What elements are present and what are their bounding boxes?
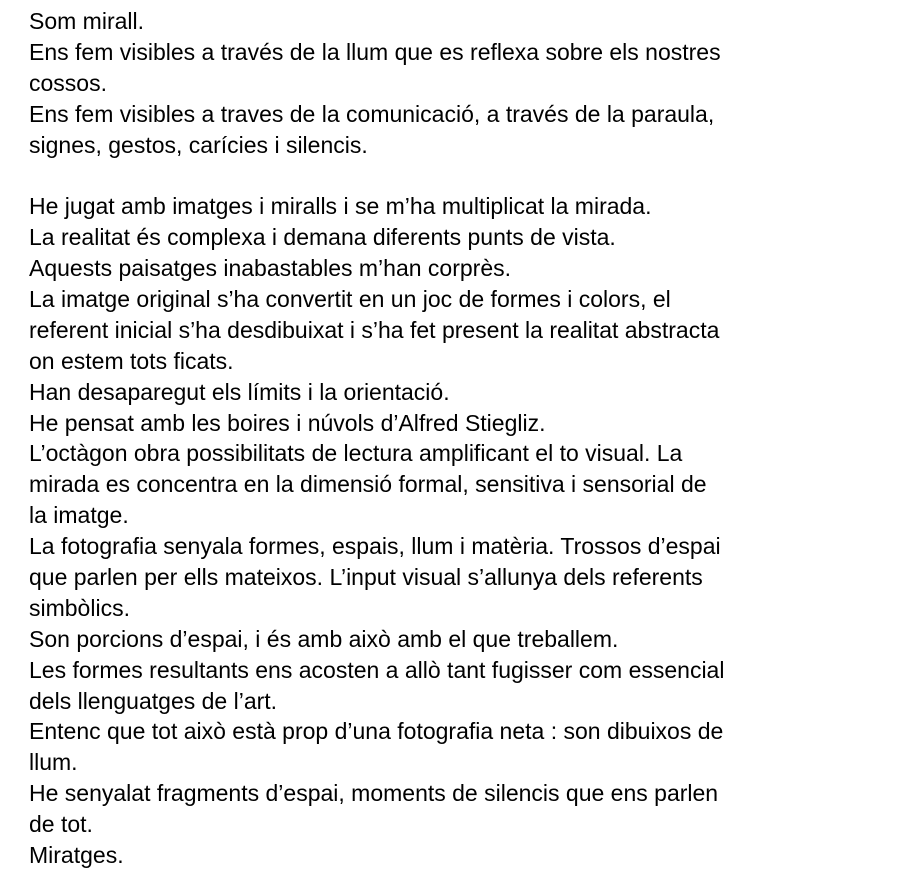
text-line: signes, gestos, carícies i silencis. [29,131,368,158]
text-line: la imatge. [29,502,129,529]
text-line: Ens fem visibles a través de la llum que es reflexa sobre els nostres [29,38,721,65]
text-line: He senyalat fragments d’espai, moments de silencis que ens parlen [29,780,719,807]
text-line: Entenc que tot això està prop d’una fotografia neta : son dibuixos de [29,718,724,745]
text-line: que parlen per ells mateixos. L’input visual s’allunya dels referents [29,564,703,591]
paragraph-statement [29,191,889,871]
text-line: L’octàgon obra possibilitats de lectura amplificant el to visual. La [29,440,683,467]
paragraph-intro [29,6,889,160]
text-line: La fotografia senyala formes, espais, llum i matèria. Trossos d’espai [29,533,721,560]
text-line: dels llenguatges de l’art. [29,687,278,714]
text-line: Son porcions d’espai, i és amb això amb el que treballem. [29,625,619,652]
text-line: Aquests paisatges inabastables m’han corprès. [29,255,512,282]
text-line: simbòlics. [29,594,130,621]
text-line: de tot. [29,811,93,838]
text-line: on estem tots ficats. [29,347,234,374]
text-line: La imatge original s’ha convertit en un joc de formes i colors, el [29,286,671,313]
text-line: Les formes resultants ens acosten a allò tant fugisser com essencial [29,656,725,683]
text-line: Han desaparegut els límits i la orientació. [29,378,450,405]
text-line: mirada es concentra en la dimensió formal, sensitiva i sensorial de [29,471,707,498]
text-line: referent inicial s’ha desdibuixat i s’ha fet present la realitat abstracta [29,316,720,343]
text-line: cossos. [29,69,107,96]
text-line: Ens fem visibles a traves de la comunicació, a través de la paraula, [29,100,715,127]
text-line: Som mirall. [29,8,145,34]
text-line: Miratges. [29,842,124,869]
text-line: He jugat amb imatges i miralls i se m’ha multiplicat la mirada. [29,193,652,220]
paragraph-spacer [29,160,889,191]
text-line: He pensat amb les boires i núvols d’Alfred Stiegliz. [29,409,546,436]
document-body [29,6,889,871]
text-line: La realitat és complexa i demana diferents punts de vista. [29,224,616,251]
text-line: llum. [29,749,78,776]
